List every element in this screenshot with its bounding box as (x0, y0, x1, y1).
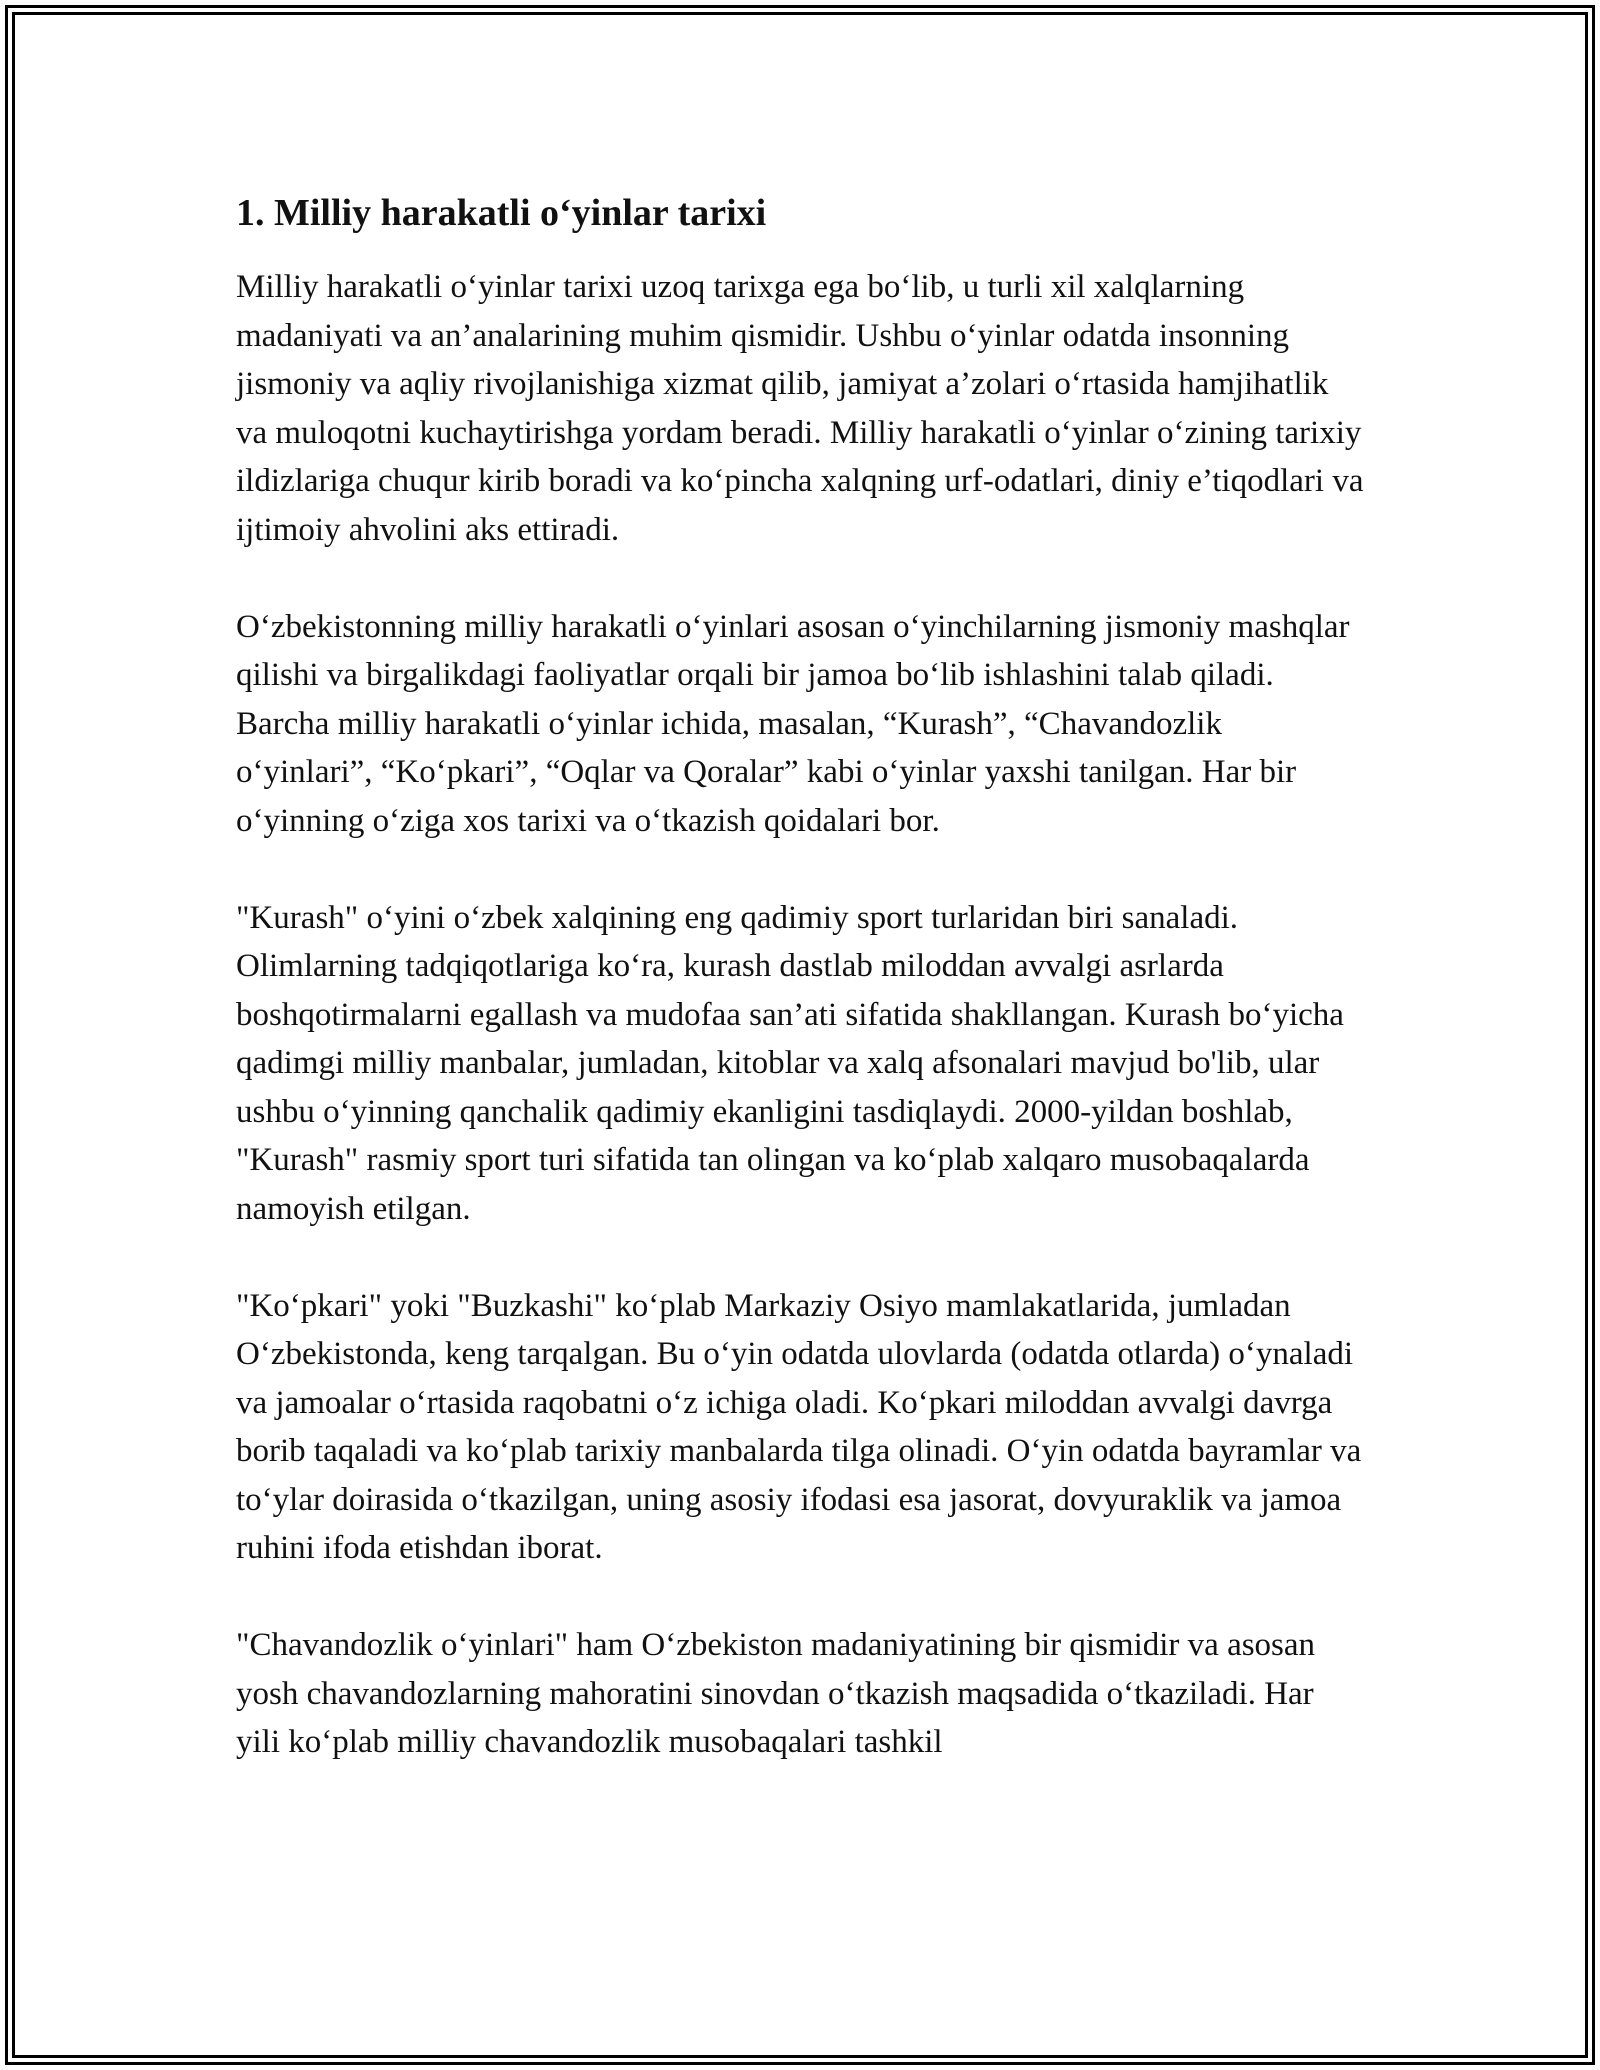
section-heading: 1. Milliy harakatli o‘yinlar tarixi (236, 192, 767, 234)
paragraph-kurash: "Kurash" o‘yini o‘zbek xalqining eng qadimiy sport turlaridan biri sanaladi. Olimlarning tadqiqotlariga ko‘ra, kurash dastlab miloddan avvalgi asrlarda boshqotirmalarni egallash va mudofaa san’ati sifatida shakllangan. Kurash bo‘yicha qadimgi milliy manbalar, jumladan, kitoblar va xalq afsonalari mavjud bo'lib, ular ushbu o‘yinning qanchalik qadimiy ekanligini tasdiqlaydi. 2000-yildan boshlab, "Kurash" rasmiy sport turi sifatida tan olingan va ko‘plab xalqaro musobaqalarda namoyish etilgan. (236, 899, 1344, 1227)
paragraph-chavandozlik: "Chavandozlik o‘yinlari" ham O‘zbekiston madaniyatining bir qismidir va asosan yosh chavandozlarning mahoratini sinovdan o‘tkazish maqsadida o‘tkaziladi. Har yili ko‘plab milliy chavandozlik musobaqalari tashkil (236, 1627, 1316, 1760)
paragraph-uzbek-games: O‘zbekistonning milliy harakatli o‘yinlari asosan o‘yinchilarning jismoniy mashqlar qilishi va birgalikdagi faoliyatlar orqali bir jamoa bo‘lib ishlashini talab qiladi. Barcha milliy harakatli o‘yinlar ichida, masalan, “Kurash”, “Chavandozlik o‘yinlari”, “Ko‘pkari”, “Oqlar va Qoralar” kabi o‘yinlar yaxshi tanilgan. Har bir o‘yinning o‘ziga xos tarixi va o‘tkazish qoidalari bor. (236, 608, 1350, 839)
paragraph-kopkari: "Ko‘pkari" yoki "Buzkashi" ko‘plab Markaziy Osiyo mamlakatlarida, jumladan O‘zbekistonda, keng tarqalgan. Bu o‘yin odatda ulovlarda (odatda otlarda) o‘ynaladi va jamoalar o‘rtasida raqobatni o‘z ichiga oladi. Ko‘pkari miloddan avvalgi davrga borib taqaladi va ko‘plab tarixiy manbalarda tilga olinadi. O‘yin odatda bayramlar va to‘ylar doirasida o‘tkazilgan, uning asosiy ifodasi esa jasorat, dovyuraklik va jamoa ruhini ifoda etishdan iborat. (236, 1287, 1362, 1566)
document-body (236, 185, 1364, 1767)
paragraph-history-intro: Milliy harakatli o‘yinlar tarixi uzoq tarixga ega bo‘lib, u turli xil xalqlarning madaniyati va an’analarining muhim qismidir. Ushbu o‘yinlar odatda insonning jismoniy va aqliy rivojlanishiga xizmat qilib, jamiyat a’zolari o‘rtasida hamjihatlik va muloqotni kuchaytirishga yordam beradi. Milliy harakatli o‘yinlar o‘zining tarixiy ildizlariga chuqur kirib boradi va ko‘pincha xalqning urf-odatlari, diniy e’tiqodlari va ijtimoiy ahvolini aks ettiradi. (236, 269, 1364, 548)
